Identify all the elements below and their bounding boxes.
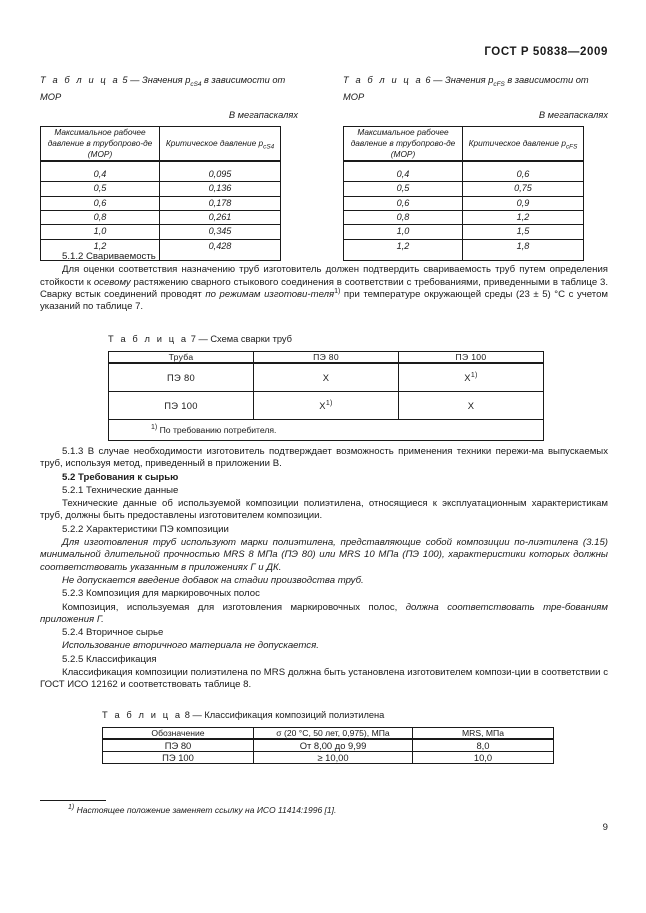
table-6-header-row — [344, 126, 584, 161]
table-6-caption-label: Т а б л и ц а — [343, 75, 423, 85]
table-7-caption-text: — Схема сварки труб — [198, 334, 292, 344]
clause-5-2-2-body: Для изготовления труб используют марки полиэтилена, представляющие собой композиции по-лиэтилена (3.15) минимальной длительной прочностью MRS 8 МПа (ПЭ 80) или MRS 10 МПа (ПЭ 100), характеристики которых должны соответствовать указанным в приложениях Г и ДК. — [40, 537, 608, 573]
table-7-header-row — [109, 351, 544, 363]
table-7-r1-c0-text: X — [319, 399, 326, 411]
table-6-col-2-subscript: cFS — [565, 143, 578, 151]
table-8-caption-label: Т а б л и ц а — [102, 710, 183, 720]
table-5-block — [40, 74, 298, 261]
table-6-r3-c0: 0,8 — [344, 211, 463, 225]
table-7-caption-label: Т а б л и ц а — [108, 334, 189, 344]
table-5-r2-c1: 0,178 — [160, 196, 281, 210]
table-7-r0-c1 — [399, 363, 544, 392]
clause-5-1-2-body-part-2: растяжению сварного стыкового соединения в соответствии с требованиями, приведенными в таблице 3. Сварку встык соединений проводят — [40, 276, 608, 300]
table-6-col-2-header-text: Критическое давление p — [468, 137, 566, 148]
table-7-head — [109, 351, 544, 363]
clause-5-1-2-emph-1: осевому — [93, 276, 131, 288]
table-7 — [108, 351, 544, 441]
table-6-r4-c0: 1,0 — [344, 225, 463, 239]
clause-5-2-3-body — [40, 602, 608, 627]
table-6-r4-c1: 1,5 — [463, 225, 584, 239]
table-8-head — [103, 727, 554, 739]
table-5-r0-c0: 0,4 — [41, 161, 160, 182]
table-6-caption — [343, 74, 608, 104]
table-7-col-1-header: Труба — [109, 351, 254, 363]
clause-5-1-2-block — [40, 251, 608, 313]
clause-5-2-5-heading: 5.2.5 Классификация — [62, 653, 157, 665]
table-6-r2-c1: 0,9 — [463, 196, 584, 210]
table-8-block — [102, 709, 552, 764]
clause-5-2-5-body: Классификация композиции полиэтилена по MRS должна быть установлена изготовителем компози-ции в соответствии с ГОСТ ИСО 12162 и соответствовать таблице 8. — [40, 667, 608, 691]
table-8-body — [103, 739, 554, 764]
table-6-r1-c0: 0,5 — [344, 182, 463, 196]
table-6-r5-c1: 1,8 — [463, 239, 584, 260]
footnote-reference-1: 1) — [334, 287, 341, 295]
table-5-col-2-header-text: Критическое давление p — [165, 137, 264, 148]
table-6-r0-c0: 0,4 — [344, 161, 463, 182]
table-7-note-text: По требованию потребителя. — [157, 424, 277, 435]
table-6-r3-c1: 1,2 — [463, 211, 584, 225]
table-8-col-1-header: Обозначение — [103, 727, 254, 739]
table-7-r1-c1-text: X — [467, 399, 475, 411]
page-number: 9 — [602, 822, 608, 833]
clause-5-2-2-body-2: Не допускается введение добавок на стадии производства труб. — [62, 574, 364, 586]
footnote-1-text: Настоящее положение заменяет ссылку на ИСО 11414:1996 [1]. — [74, 805, 337, 816]
clause-5-1-2-body-part-1: Для оценки соответствия назначению труб изготовитель должен подтвердить свариваемость труб путем определения стойкости к — [40, 264, 608, 288]
table-5-col-2-subscript: cS4 — [263, 143, 275, 151]
table-6-r1-c1: 0,75 — [463, 182, 584, 196]
table-8-r0-c0: ПЭ 80 — [103, 739, 254, 752]
table-6-r2-c0: 0,6 — [344, 196, 463, 210]
table-7-note-row — [109, 419, 544, 440]
table-8-col-3-header: MRS, МПа — [413, 727, 554, 739]
clause-5-2-3-body-part-1: Композиция, используемая для изготовления маркировочных полос, — [62, 601, 406, 613]
clause-5-1-2-body — [40, 264, 608, 313]
table-7-caption — [108, 333, 542, 346]
footnote-1-marker: 1) — [68, 804, 75, 812]
table-5-header-row — [41, 126, 281, 161]
table-7-r1-c1 — [399, 391, 544, 419]
table-6-col-1-header: Максимальное рабочее давление в трубопрово-де (MOP) — [344, 126, 463, 161]
table-8-r1-c2: 10,0 — [413, 751, 554, 763]
clause-5-1-2-emph-2: по режимам изготови-теля — [205, 288, 335, 300]
table-5-caption-number: 5 — [122, 75, 128, 85]
table-row — [103, 739, 554, 752]
table-7-col-2-header: ПЭ 80 — [254, 351, 399, 363]
table-8-caption-number: 8 — [184, 710, 190, 720]
table-5-r4-c0: 1,0 — [41, 225, 160, 239]
table-5-caption — [40, 74, 298, 104]
table-8-r1-c0: ПЭ 100 — [103, 751, 254, 763]
table-row — [344, 211, 584, 225]
clause-5-2-4-body: Использование вторичного материала не допускается. — [62, 640, 319, 652]
table-row — [103, 751, 554, 763]
table-7-r0-c0-text: X — [322, 371, 330, 383]
table-8-r1-c1: ≥ 10,00 — [254, 751, 413, 763]
table-5-r1-c0: 0,5 — [41, 182, 160, 196]
table-5-r3-c0: 0,8 — [41, 211, 160, 225]
footnote-1 — [40, 805, 608, 816]
table-5-r5-c0: 1,2 — [41, 239, 160, 260]
table-8-caption — [102, 709, 552, 722]
table-5-r1-c1: 0,136 — [160, 182, 281, 196]
table-7-r1-c0 — [254, 391, 399, 419]
table-row — [41, 161, 281, 182]
table-5-r0-c1: 0,095 — [160, 161, 281, 182]
table-6-caption-subscript: cFS — [493, 80, 505, 88]
table-5-r4-c1: 0,345 — [160, 225, 281, 239]
clause-5-2-2-heading: 5.2.2 Характеристики ПЭ композиции — [62, 523, 229, 535]
footnote-separator-rule — [40, 800, 106, 801]
table-5-caption-text: — Значения p — [130, 75, 191, 85]
table-5-r2-c0: 0,6 — [41, 196, 160, 210]
table-7-r0-c0 — [254, 363, 399, 392]
table-6-body — [344, 161, 584, 261]
table-7-col-3-header: ПЭ 100 — [399, 351, 544, 363]
clause-5-2-3-heading: 5.2.3 Композиция для маркировочных полос — [62, 588, 260, 600]
table-7-r0-c1-sup: 1) — [470, 371, 478, 379]
clause-5-2-3-emph: должна соответствовать тре-бованиям приложения Г. — [40, 601, 608, 625]
table-7-block — [108, 333, 542, 441]
table-7-r0-c1-text: X — [464, 371, 471, 383]
table-5-units: В мегапаскалях — [228, 109, 298, 120]
table-8 — [102, 727, 554, 764]
table-6 — [343, 126, 584, 261]
clause-5-2-4-heading: 5.2.4 Вторичное сырье — [62, 627, 164, 639]
table-7-caption-number: 7 — [190, 334, 196, 344]
table-row — [109, 363, 544, 392]
table-6-r0-c1: 0,6 — [463, 161, 584, 182]
table-7-r0-label: ПЭ 80 — [109, 363, 254, 392]
table-7-note-marker: 1) — [151, 423, 158, 431]
table-5-col-2-header — [160, 126, 281, 161]
table-6-units: В мегапаскалях — [538, 109, 608, 120]
clause-5-1-2-heading: 5.1.2 Свариваемость — [62, 251, 156, 262]
table-6-head — [344, 126, 584, 161]
table-8-caption-text: — Классификация композиций полиэтилена — [192, 710, 385, 720]
table-7-r1-c0-sup: 1) — [325, 399, 333, 407]
table-6-caption-tail: в зависимости от MOP — [343, 75, 589, 103]
clause-5-2-1-body: Технические данные об используемой композиции полиэтилена, относящиеся к эксплуатационным характеристикам труб, должны быть предоставлены изготовителем композиции. — [40, 498, 608, 522]
table-8-col-2-header: σ (20 °С, 50 лет, 0,975), МПа — [254, 727, 413, 739]
table-row — [41, 225, 281, 239]
table-6-block — [343, 74, 608, 261]
clause-5-2-1-heading: 5.2.1 Технические данные — [62, 484, 179, 496]
page-content — [40, 0, 608, 913]
table-5-col-1-header: Максимальное рабочее давление в трубопрово-де (MOP) — [41, 126, 160, 161]
table-row — [109, 391, 544, 419]
table-6-col-2-header — [463, 126, 584, 161]
table-7-r1-label: ПЭ 100 — [109, 391, 254, 419]
clause-5-1-3-body: 5.1.3 В случае необходимости изготовитель подтверждает возможность применения техники пережи-ма выпускаемых труб, используя метод, приведенный в приложении В. — [40, 446, 608, 470]
document-header-standard-number: ГОСТ Р 50838—2009 — [484, 46, 608, 58]
table-6-r5-c0: 1,2 — [344, 239, 463, 260]
table-8-r0-c2: 8,0 — [413, 739, 554, 752]
table-5-head — [41, 126, 281, 161]
table-7-note — [109, 419, 544, 440]
table-5-caption-label: Т а б л и ц а — [40, 75, 120, 85]
table-5-r5-c1: 0,428 — [160, 239, 281, 260]
table-row — [344, 161, 584, 182]
table-8-r0-c1: От 8,00 до 9,99 — [254, 739, 413, 752]
table-5-body — [41, 161, 281, 261]
clause-5-1-3-block — [40, 446, 608, 692]
table-5-caption-tail: в зависимости от MOP — [40, 75, 286, 103]
table-6-caption-number: 6 — [425, 75, 431, 85]
footnote-block — [40, 800, 608, 816]
table-5 — [40, 126, 281, 261]
table-row — [344, 182, 584, 196]
table-7-body — [109, 363, 544, 441]
table-8-header-row — [103, 727, 554, 739]
table-row — [41, 211, 281, 225]
table-5-r3-c1: 0,261 — [160, 211, 281, 225]
table-row — [344, 196, 584, 210]
table-6-caption-text: — Значения p — [433, 75, 494, 85]
table-row — [344, 225, 584, 239]
table-row — [41, 182, 281, 196]
table-5-caption-subscript: cS4 — [190, 80, 202, 88]
section-5-2-heading: 5.2 Требования к сырью — [62, 471, 179, 483]
table-row — [41, 196, 281, 210]
clause-5-1-2-body-part-3: при температуре окружающей среды (23 ± 5) °С с учетом указаний по таблице 7. — [40, 288, 608, 313]
